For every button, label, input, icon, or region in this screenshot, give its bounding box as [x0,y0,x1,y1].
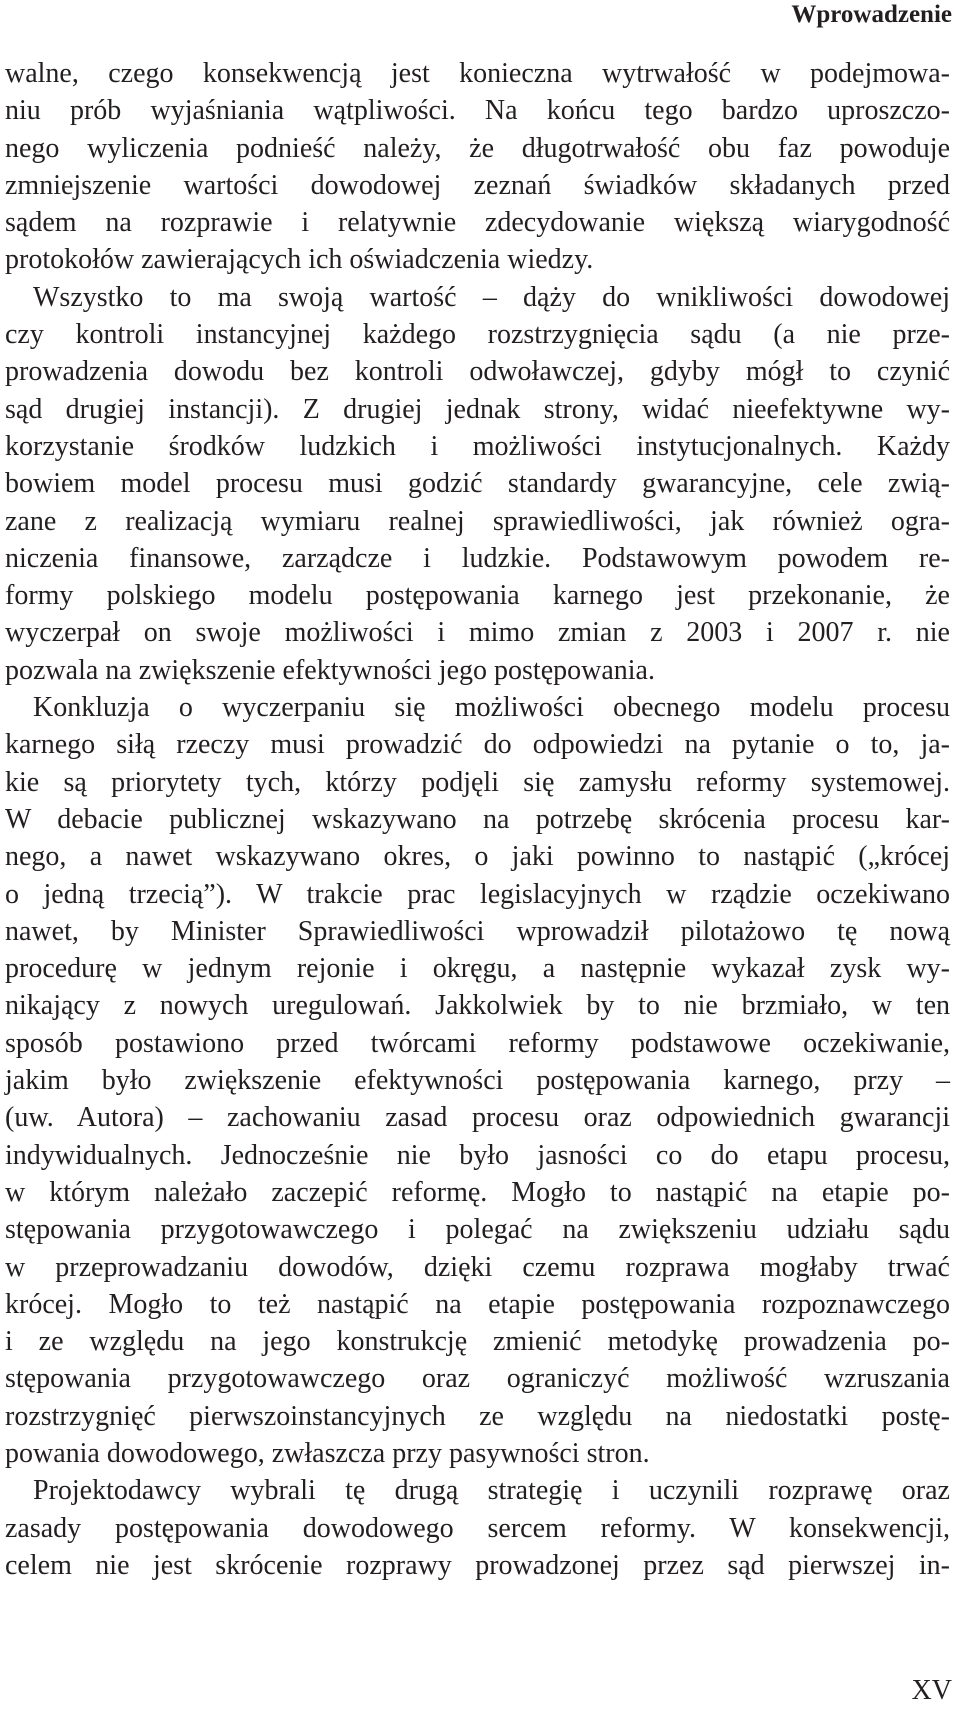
text-line: niczenia finansowe, zarządcze i ludzkie. Podstawowym powodem re- [5,542,950,574]
text-line: celem nie jest skrócenie rozprawy prowadzonej przez sąd pierwszej in- [5,1549,950,1581]
paragraph-start-line: Projektodawcy wybrali tę drugą strategię i uczynili rozprawę oraz [33,1475,950,1507]
text-line: jakim było zwiększenie efektywności postępowania karnego, przy – [5,1065,950,1097]
text-line: krócej. Mogło to też nastąpić na etapie postępowania rozpoznawczego [5,1288,950,1320]
text-line: wyczerpał on swoje możliwości i mimo zmian z 2003 i 2007 r. nie [5,617,950,649]
text-line: w przeprowadzaniu dowodów, dzięki czemu rozprawa mogłaby trwać [5,1251,950,1283]
paragraph-end-line: protokołów zawierających ich oświadczenia wiedzy. [5,244,594,276]
text-line: nawet, by Minister Sprawiedliwości wprowadził pilotażowo tę nową [5,915,950,947]
text-line: bowiem model procesu musi godzić standardy gwarancyjne, cele zwią- [5,468,950,500]
running-header: Wprowadzenie [791,1,952,28]
text-line: sądem na rozprawie i relatywnie zdecydowanie większą wiarygodność [5,207,950,239]
paragraph-start-line: Wszystko to ma swoją wartość – dąży do wnikliwości dowodowej [33,281,950,313]
text-line: zasady postępowania dowodowego sercem reformy. W konsekwencji, [5,1512,950,1544]
text-line: niu prób wyjaśniania wątpliwości. Na końcu tego bardzo uproszczo- [5,95,950,127]
text-line: prowadzenia dowodu bez kontroli odwoławczej, gdyby mógł to czynić [5,356,950,388]
text-line: walne, czego konsekwencją jest konieczna wytrwałość w podejmowa- [5,58,950,89]
page-number: XV [911,1675,952,1706]
text-line: (uw. Autora) – zachowaniu zasad procesu oraz odpowiednich gwarancji [5,1102,950,1134]
text-line: sposób postawiono przed twórcami reformy podstawowe oczekiwanie, [5,1027,950,1059]
text-line: stępowania przygotowawczego oraz ograniczyć możliwość wzruszania [5,1363,950,1395]
text-line: zmniejszenie wartości dowodowej zeznań świadków składanych przed [5,169,950,201]
text-line: stępowania przygotowawczego i polegać na zwiększeniu udziału sądu [5,1214,950,1246]
text-line: i ze względu na jego konstrukcję zmienić metodykę prowadzenia po- [5,1326,950,1358]
text-line: nego wyliczenia podnieść należy, że długotrwałość obu faz powoduje [5,132,950,164]
text-line: o jedną trzecią”). W trakcie prac legislacyjnych w rządzie oczekiwano [5,878,950,910]
paragraph-end-line: pozwala na zwiększenie efektywności jego postępowania. [5,654,655,686]
text-line: zane z realizacją wymiaru realnej sprawiedliwości, jak również ogra- [5,505,950,537]
text-line: korzystanie środków ludzkich i możliwości instytucjonalnych. Każdy [5,430,950,462]
paragraph-end-line: powania dowodowego, zwłaszcza przy pasywności stron. [5,1437,650,1469]
text-line: karnego siłą rzeczy musi prowadzić do odpowiedzi na pytanie o to, ja- [5,729,950,761]
text-line: czy kontroli instancyjnej każdego rozstrzygnięcia sądu (a nie prze- [5,319,950,351]
text-line: sąd drugiej instancji). Z drugiej jednak strony, widać nieefektywne wy- [5,393,950,425]
text-line: W debacie publicznej wskazywano na potrzebę skrócenia procesu kar- [5,803,950,835]
text-line: kie są priorytety tych, którzy podjęli się zamysłu reformy systemowej. [5,766,950,798]
text-line: nego, a nawet wskazywano okres, o jaki powinno to nastąpić („krócej [5,841,950,873]
text-line: rozstrzygnięć pierwszoinstancyjnych ze względu na niedostatki postę- [5,1400,950,1432]
text-line: nikający z nowych uregulowań. Jakkolwiek by to nie brzmiało, w ten [5,990,950,1022]
text-line: formy polskiego modelu postępowania karnego jest przekonanie, że [5,580,950,612]
text-line: w którym należało zaczepić reformę. Mogło to nastąpić na etapie po- [5,1176,950,1208]
body-text [5,55,950,1584]
text-line: indywidualnych. Jednocześnie nie było jasności co do etapu procesu, [5,1139,950,1171]
text-line: procedurę w jednym rejonie i okręgu, a następnie wykazał zysk wy- [5,953,950,985]
paragraph-start-line: Konkluzja o wyczerpaniu się możliwości obecnego modelu procesu [33,692,950,724]
